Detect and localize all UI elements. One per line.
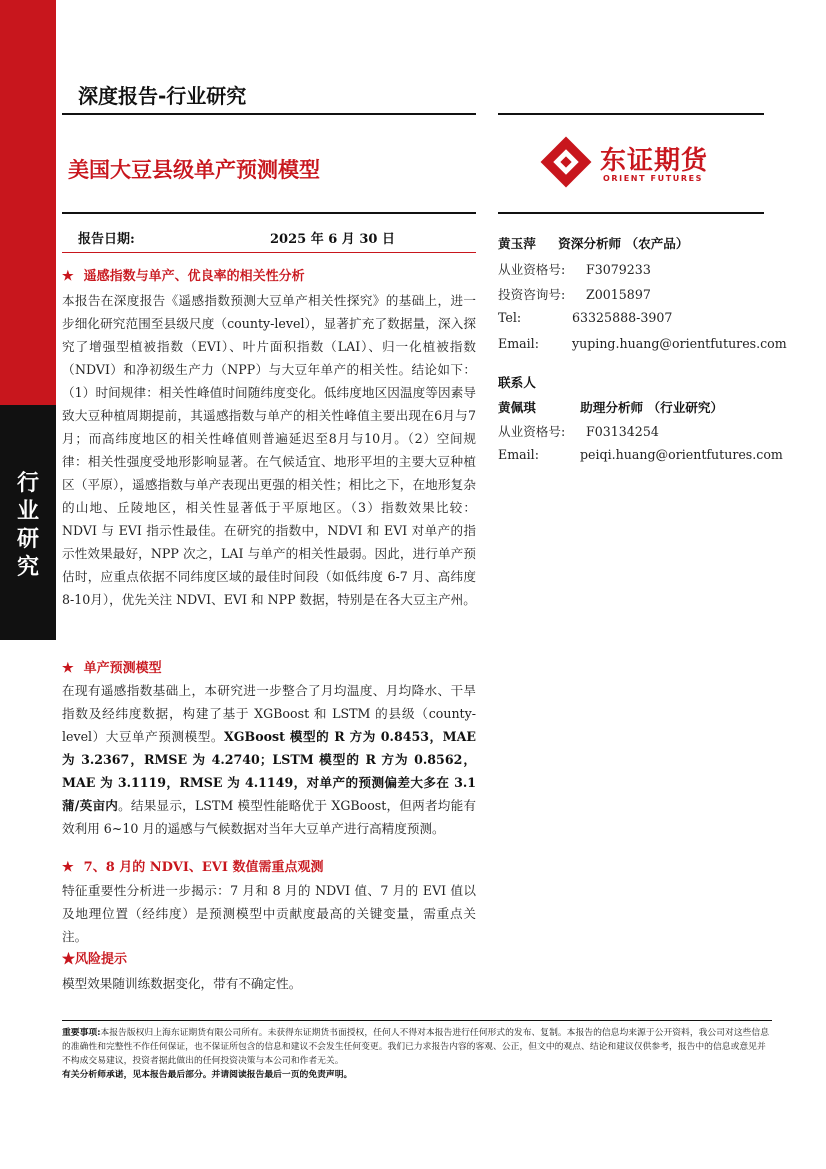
analyst-name-row bbox=[498, 233, 689, 252]
section-heading: ★ 遥感指数与单产、优良率的相关性分析 bbox=[62, 269, 305, 284]
cert-number: F3079233 bbox=[586, 262, 651, 277]
cert-number: F03134254 bbox=[586, 424, 659, 439]
section-heading: ★风险提示 bbox=[62, 952, 128, 967]
section-heading: ★ 单产预测模型 bbox=[62, 661, 162, 676]
analyst-name-row bbox=[498, 397, 723, 416]
section-heading: ★ 7、8 月的 NDVI、EVI 数值需重点观测 bbox=[62, 860, 324, 875]
analyst-commitment-note: 有关分析师承诺，见本报告最后部分。并请阅读报告最后一页的免责声明。 bbox=[62, 1070, 353, 1080]
analyst-name: 黄玉萍 bbox=[498, 236, 536, 251]
analyst-title: 助理分析师 （行业研究） bbox=[580, 400, 724, 415]
report-type: 深度报告-行业研究 bbox=[78, 84, 247, 108]
section-body: 在现有遥感指数基础上，本研究进一步整合了月均温度、月均降水、干旱指数及经纬度数据，构建了基于 XGBoost 和 LSTM 的县级（county-level）大豆单产预测模型。XGBoost 模型的 R 方为 0.8453，MAE 为 3.2367，RMSE 为 4.2740；LSTM 模型的 R 方为 0.8562，MAE 为 3.1119，RMSE 为 4.1149，对单产的预测偏差大多在 3.1 蒲/英亩内。结果显示，LSTM 模型性能略优于 XGBoost，但两者均能有效利用 6~10 月的遥感与气候数据对当年大豆单产进行高精度预测。 bbox=[62, 683, 477, 836]
star-icon: ★ bbox=[62, 860, 74, 875]
section-body: 模型效果随训练数据变化，带有不确定性。 bbox=[62, 976, 302, 991]
star-icon: ★ bbox=[62, 952, 76, 967]
header-divider-left bbox=[62, 113, 476, 115]
consult-row: 投资咨询号: Z0015897 bbox=[498, 287, 651, 302]
title-divider-right bbox=[498, 212, 764, 214]
email-link[interactable]: yuping.huang@orientfutures.com bbox=[572, 336, 787, 351]
section-body: 本报告在深度报告《遥感指数预测大豆单产相关性探究》的基础上，进一步细化研究范围至县级尺度（county-level），显著扩充了数据量，深入探究了增强型植被指数（EVI）、叶片面积指数（LAI）、归一化植被指数（NDVI）和净初级生产力（NPP）与大豆年单产的相关性。结论如下：（1）时间规律：相关性峰值时间随纬度变化。低纬度地区因温度等因素导致大豆种植周期提前，其遥感指数与单产的相关性峰值主要出现在6月与7月；而高纬度地区的相关性峰值则普遍延迟至8月与10月。（2）空间规律：相关性强度受地形影响显著。在气候适宜、地形平坦的主要大豆种植区（平原），遥感指数与单产表现出更强的相关性；相比之下，在地形复杂的山地、丘陵地区，相关性显著低于平原地区。（3）指数效果比较：NDVI 与 EVI 指示性最佳。在研究的指数中，NDVI 和 EVI 对单产的指示性效果最好，NPP 次之，LAI 与单产的相关性最弱。因此，进行单产预估时，应重点依据不同纬度区域的最佳时间段（如低纬度 6-7 月、高纬度 8-10月），优先关注 NDVI、EVI 和 NPP 数据，特别是在各大豆主产州。 bbox=[62, 293, 476, 607]
tel-number: 63325888-3907 bbox=[572, 310, 673, 325]
footer-divider bbox=[62, 1020, 772, 1021]
cert-row: 从业资格号: F3079233 bbox=[498, 262, 651, 277]
cert-row: 从业资格号: F03134254 bbox=[498, 424, 659, 439]
orient-futures-logo-icon bbox=[540, 136, 592, 188]
email-row: Email: yuping.huang@orientfutures.com bbox=[498, 336, 787, 351]
sidebar-accent-bar bbox=[0, 0, 56, 405]
footer-disclaimer: 重要事项:本报告版权归上海东证期货有限公司所有。未获得东证期货书面授权，任何人不得对本报告进行任何形式的发布、复制。本报告的信息均来源于公开资料，我公司对这些信息的准确性和完整性不作任何保证，也不保证所包含的信息和建议不会发生任何变更。我们已力求报告内容的客观、公正，但文中的观点、结论和建议仅供参考，报告中的信息或意见并不构成交易建议，投资者据此做出的任何投资决策与本公司和作者无关。 有关分析师承诺，见本报告最后部分。并请阅读报告最后一页的免责声明。 bbox=[62, 1028, 770, 1080]
email-link[interactable]: peiqi.huang@orientfutures.com bbox=[580, 447, 783, 462]
consult-number: Z0015897 bbox=[586, 287, 651, 302]
logo-wordmark: 东证期货 bbox=[600, 146, 709, 176]
section-body: 特征重要性分析进一步揭示：7 月和 8 月的 NDVI 值、7 月的 EVI 值以及地理位置（经纬度）是预测模型中贡献度最高的关键变量，需重点关注。 bbox=[62, 883, 476, 944]
header-divider-right bbox=[498, 113, 764, 115]
page-title: 美国大豆县级单产预测模型 bbox=[68, 158, 320, 182]
report-date-value: 2025 年 6 月 30 日 bbox=[270, 232, 395, 247]
contact-label: 联系人 bbox=[498, 375, 536, 390]
star-icon: ★ bbox=[62, 661, 74, 676]
tel-row: Tel: 63325888-3907 bbox=[498, 310, 673, 325]
email-row: Email: peiqi.huang@orientfutures.com bbox=[498, 447, 783, 462]
sidebar-category-label: 行 业 研 究 bbox=[16, 471, 39, 580]
logo-wordmark-en: ORIENT FUTURES bbox=[603, 174, 704, 183]
analyst-title: 资深分析师 （农产品） bbox=[558, 236, 689, 251]
title-divider-left bbox=[62, 212, 476, 214]
analyst-name: 黄佩琪 bbox=[498, 400, 536, 415]
date-divider bbox=[62, 252, 476, 253]
star-icon: ★ bbox=[62, 269, 74, 284]
report-date-label: 报告日期: bbox=[78, 232, 135, 247]
